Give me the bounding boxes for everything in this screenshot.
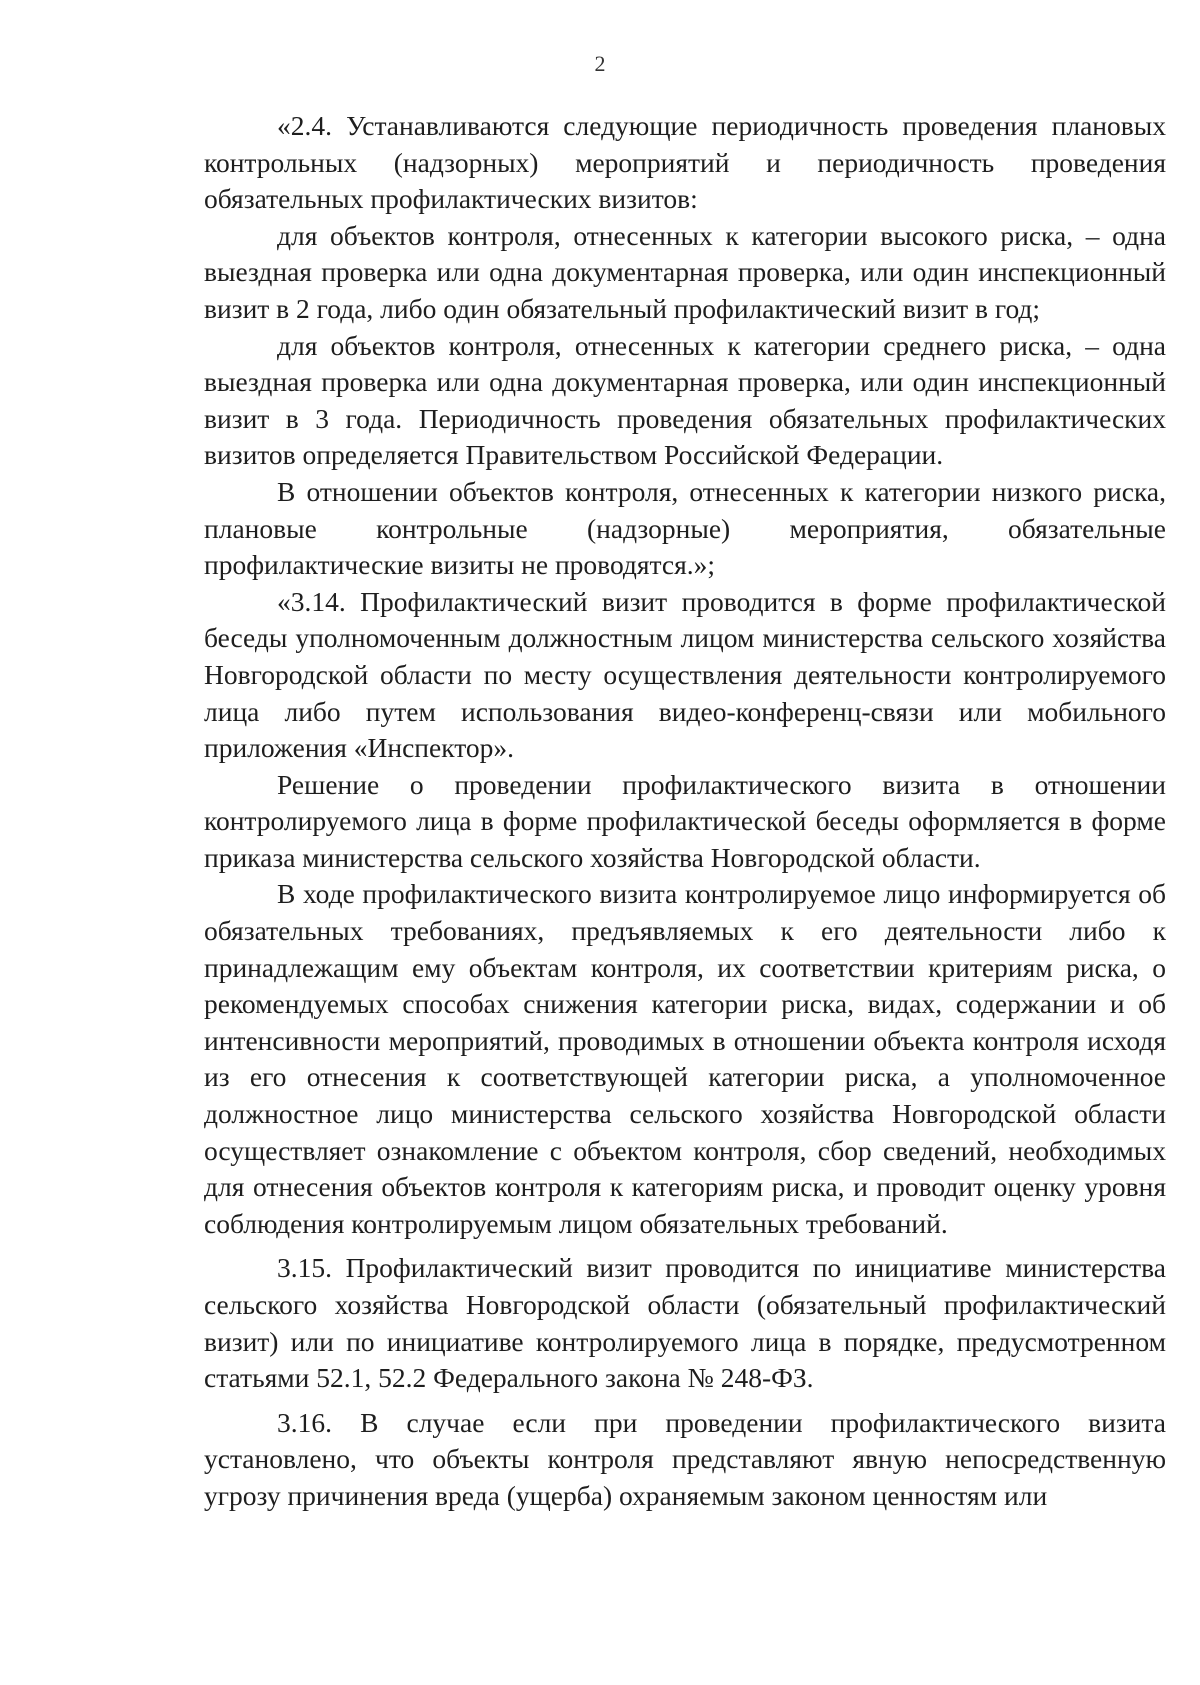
paragraph-medium-risk: для объектов контроля, отнесенных к категории среднего риска, – одна выездная проверка или одна документарная проверка, или один инспекционный визит в 3 года. Периодичность проведения обязательных профилактических визитов определяется Правительством Российской Федерации. <box>204 329 1166 471</box>
paragraph-decision: Решение о проведении профилактического визита в отношении контролируемого лица в форме профилактической беседы оформляется в форме приказа министерства сельского хозяйства Новгородской области. <box>204 768 1166 873</box>
paragraph-3-15: 3.15. Профилактический визит проводится по инициативе министерства сельского хозяйства Новгородской области (обязательный профилактический визит) или по инициативе контролируемого лица в порядке, предусмотренном статьями 52.1, 52.2 Федерального закона № 248-ФЗ. <box>204 1252 1166 1394</box>
paragraph-3-16: 3.16. В случае если при проведении профилактического визита установлено, что объекты контроля представляют явную непосредственную угрозу причинения вреда (ущерба) охраняемым законом ценностям или <box>204 1406 1166 1511</box>
page-number: 2 <box>594 51 606 76</box>
paragraph-3-14: «3.14. Профилактический визит проводится в форме профилактической беседы уполномоченным должностным лицом министерства сельского хозяйства Новгородской области по месту осуществления деятельности контролируемого лица либо путем использования видео-конференц-связи или мобильного приложения «Инспектор». <box>204 585 1166 764</box>
paragraph-low-risk: В отношении объектов контроля, отнесенных к категории низкого риска, плановые контрольные (надзорные) мероприятия, обязательные профилактические визиты не проводятся.»; <box>204 475 1166 581</box>
paragraph-2-4: «2.4. Устанавливаются следующие периодичность проведения плановых контрольных (надзорных) мероприятий и периодичность проведения обязательных профилактических визитов: <box>204 110 1166 215</box>
document-body <box>204 108 1166 1515</box>
paragraph-high-risk: для объектов контроля, отнесенных к категории высокого риска, – одна выездная проверка или одна документарная проверка, или один инспекционный визит в 2 года, либо один обязательный профилактический визит в год; <box>204 219 1166 324</box>
paragraph-visit-course: В ходе профилактического визита контролируемое лицо информируется об обязательных требованиях, предъявляемых к его деятельности либо к принадлежащим ему объектам контроля, их соответствии критериям риска, о рекомендуемых способах снижения категории риска, видах, содержании и об интенсивности мероприятий, проводимых в отношении объекта контроля исходя из его отнесения к соответствующей категории риска, а уполномоченное должностное лицо министерства сельского хозяйства Новгородской области осуществляет ознакомление с объектом контроля, сбор сведений, необходимых для отнесения объектов контроля к категориям риска, и проводит оценку уровня соблюдения контролируемым лицом обязательных требований. <box>204 878 1166 1239</box>
